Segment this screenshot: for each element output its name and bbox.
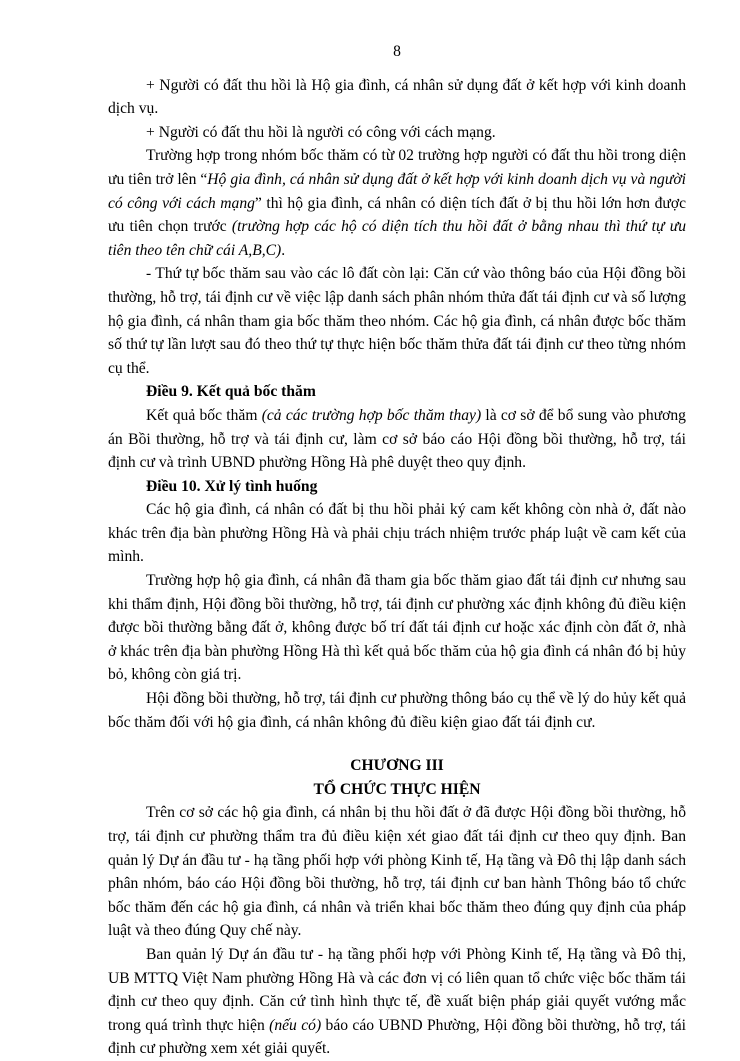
article-9-italic: (cả các trường hợp bốc thăm thay) [261, 406, 482, 424]
chapter-3-paragraph-2 [108, 943, 686, 1061]
article-10-title: Điều 10. Xử lý tình huống [146, 477, 318, 495]
priority-italic-2: (trường hợp các hộ có diện tích thu hồi đất ở bằng nhau thì thứ tự ưu tiên theo tên chữ cái A,B,C) [108, 218, 686, 259]
priority-italic-1: Hộ gia đình, cá nhân sử dụng đất ở kết hợp với kinh doanh dịch vụ và người có công với cách mạng [108, 170, 686, 212]
chapter-3-text-2: báo cáo UBND Phường, Hội đồng bồi thường, hỗ trợ, tái định cư phường xem xét giải quyết. [108, 1016, 686, 1058]
chapter-3-italic: (nếu có) [269, 1016, 322, 1034]
priority-text-3: . [281, 241, 286, 259]
article-10-paragraph-3: Hội đồng bồi thường, hỗ trợ, tái định cư phường thông báo cụ thể về lý do hủy kết quả bốc thăm đối với hộ gia đình, cá nhân không đủ điều kiện giao đất tái định cư. [108, 690, 686, 731]
paragraph-draw-order: - Thứ tự bốc thăm sau vào các lô đất còn lại: Căn cứ vào thông báo của Hội đồng bồi thường, hỗ trợ, tái định cư về việc lập danh sách phân nhóm thửa đất tái định cư và số lượng hộ gia đình, cá nhân tham gia bốc thăm theo nhóm. Các hộ gia đình, cá nhân được bốc thăm số thứ tự lần lượt sau đó theo thứ tự thực hiện bốc thăm thửa đất tái định cư theo từng nhóm cụ thể. [108, 265, 686, 377]
page-number: 8 [393, 43, 401, 60]
priority-text-2: ” thì hộ gia đình, cá nhân có diện tích đất ở bị thu hồi lớn hơn được ưu tiên chọn trước [108, 194, 687, 236]
chapter-3-text-1: Ban quản lý Dự án đầu tư - hạ tầng phối hợp với Phòng Kinh tế, Hạ tầng và Đô thị, UB MTTQ Việt Nam phường Hồng Hà và các đơn vị có liên quan tổ chức việc bốc thăm tái định cư theo quy định. Căn cứ tình hình thực tế, đề xuất biện pháp giải quyết vướng mắc trong quá trình thực hiện [108, 945, 686, 1034]
article-9-text-2: là cơ sở để bổ sung vào phương án Bồi thường, hỗ trợ và tái định cư, làm cơ sở báo cáo Hội đồng bồi thường, hỗ trợ, tái định cư và trình UBND phường Hồng Hà phê duyệt theo quy định. [108, 406, 686, 472]
article-10-paragraph-2: Trường hợp hộ gia đình, cá nhân đã tham gia bốc thăm giao đất tái định cư nhưng sau khi thẩm định, Hội đồng bồi thường, hỗ trợ, tái định cư phường xác định không đủ điều kiện được bồi thường bằng đất ở, không được bố trí đất tái định cư hoặc xác định còn đất ở, nhà ở khác trên địa bàn phường Hồng Hà thì kết quả bốc thăm của hộ gia đình cá nhân đó bị hủy bỏ, không còn giá trị. [108, 572, 686, 684]
article-9-text-1: Kết quả bốc thăm [146, 406, 262, 424]
chapter-3-paragraph-1: Trên cơ sở các hộ gia đình, cá nhân bị thu hồi đất ở đã được Hội đồng bồi thường, hỗ trợ, tái định cư phường thẩm tra đủ điều kiện xét giao đất tái định cư theo quy định. Ban quản lý Dự án đầu tư - hạ tầng phối hợp với phòng Kinh tế, Hạ tầng và Đô thị lập danh sách phân nhóm, báo cáo Hội đồng bồi thường, hỗ trợ, tái định cư ban hành Thông báo tổ chức bốc thăm đến các hộ gia đình, cá nhân và triển khai bốc thăm theo đúng quy định của pháp luật và theo đúng Quy chế này. [108, 804, 686, 940]
document-page [108, 40, 686, 1061]
chapter-heading: CHƯƠNG III [350, 757, 444, 775]
priority-text-1: Trường hợp trong nhóm bốc thăm có từ 02 trường hợp người có đất thu hồi trong diện ưu tiên trở lên “ [108, 147, 686, 188]
chapter-title: TỔ CHỨC THỰC HIỆN [313, 780, 481, 798]
paragraph-land-business: + Người có đất thu hồi là Hộ gia đình, cá nhân sử dụng đất ở kết hợp với kinh doanh dịch vụ. [108, 76, 686, 118]
chapter-heading-block [108, 754, 686, 801]
paragraph-revolution-merit: + Người có đất thu hồi là người có công với cách mạng. [146, 123, 496, 141]
article-10-paragraph-1: Các hộ gia đình, cá nhân có đất bị thu hồi phải ký cam kết không còn nhà ở, đất nào khác trên địa bàn phường Hồng Hà và phải chịu trách nhiệm trước pháp luật về cam kết của mình. [108, 501, 686, 566]
article-9-title: Điều 9. Kết quả bốc thăm [146, 383, 316, 401]
paragraph-priority [108, 144, 686, 262]
article-9-body [108, 404, 686, 475]
